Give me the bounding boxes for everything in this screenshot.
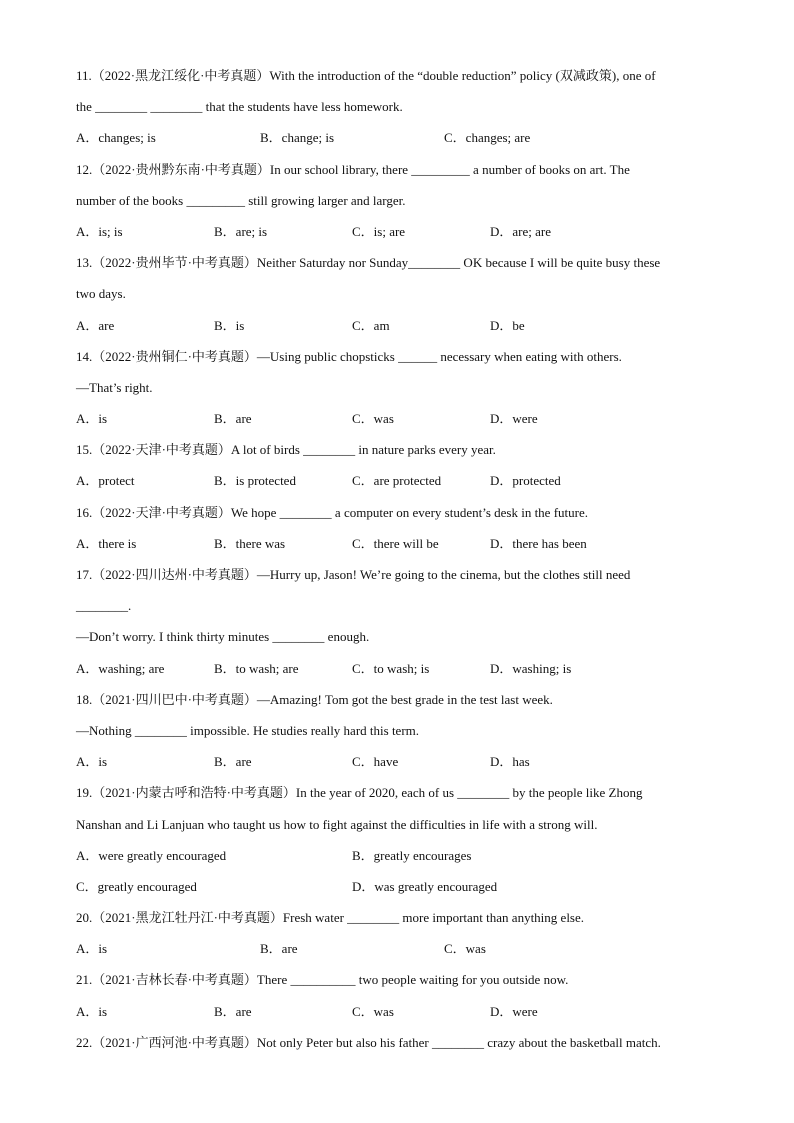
question-stem-line: 12.（2022·贵州黔东南·中考真题）In our school library, there _________ a number of books on art. The — [76, 161, 630, 177]
option-c[interactable]: C．to wash; is — [352, 660, 430, 676]
option-c[interactable]: C．have — [352, 754, 399, 770]
option-c[interactable]: C．was — [444, 941, 486, 957]
question-stem-line: 21.（2021·吉林长春·中考真题）There __________ two people waiting for you outside now. — [76, 972, 569, 988]
options-row — [76, 846, 716, 877]
question-stem-line: ________. — [76, 598, 132, 614]
option-a[interactable]: A．is — [76, 411, 108, 427]
option-a[interactable]: A．are — [76, 317, 115, 333]
option-a[interactable]: A．washing; are — [76, 660, 165, 676]
options-row — [76, 222, 716, 253]
option-c[interactable]: C．are protected — [352, 473, 442, 489]
options-row — [76, 471, 716, 502]
question-19 — [76, 783, 716, 908]
option-b[interactable]: B．are — [214, 754, 252, 770]
question-stem-line: 11.（2022·黑龙江绥化·中考真题）With the introduction of the “double reduction” policy (双减政策), one of — [76, 68, 656, 83]
question-stem-line: the ________ ________ that the students have less homework. — [76, 99, 403, 115]
option-b[interactable]: B．change; is — [260, 130, 335, 146]
option-c[interactable]: C．there will be — [352, 535, 439, 551]
question-16 — [76, 503, 716, 565]
question-stem-line: 16.（2022·天津·中考真题）We hope ________ a computer on every student’s desk in the future. — [76, 504, 588, 520]
options-row — [76, 316, 716, 347]
option-a[interactable]: A．is — [76, 941, 108, 957]
option-a[interactable]: A．changes; is — [76, 130, 156, 146]
options-row — [76, 409, 716, 440]
question-12 — [76, 160, 716, 254]
option-d[interactable]: D．were — [490, 1003, 538, 1019]
option-b[interactable]: B．are — [214, 411, 252, 427]
question-11 — [76, 66, 716, 160]
option-d[interactable]: D．protected — [490, 473, 561, 489]
option-a[interactable]: A．were greatly encouraged — [76, 847, 227, 863]
question-13 — [76, 253, 716, 347]
option-c[interactable]: C．changes; are — [444, 130, 531, 146]
question-stem-line: —Don’t worry. I think thirty minutes ________ enough. — [76, 629, 370, 645]
option-b[interactable]: B．greatly encourages — [352, 847, 472, 863]
options-row — [76, 534, 716, 565]
option-d[interactable]: D．has — [490, 754, 530, 770]
question-22 — [76, 1033, 716, 1064]
option-a[interactable]: A．there is — [76, 535, 137, 551]
option-d[interactable]: D．was greatly encouraged — [352, 878, 498, 894]
question-stem-line: 13.（2022·贵州毕节·中考真题）Neither Saturday nor Sunday________ OK because I will be quite busy these — [76, 255, 661, 271]
question-stem-line: —That’s right. — [76, 379, 153, 395]
options-row — [76, 128, 716, 159]
option-d[interactable]: D．washing; is — [490, 660, 572, 676]
option-c[interactable]: C．was — [352, 1003, 394, 1019]
option-d[interactable]: D．were — [490, 411, 538, 427]
option-b[interactable]: B．to wash; are — [214, 660, 299, 676]
question-17 — [76, 565, 716, 690]
question-stem-line: number of the books _________ still growing larger and larger. — [76, 192, 406, 208]
options-row — [76, 1002, 716, 1033]
option-a[interactable]: A．protect — [76, 473, 135, 489]
question-21 — [76, 970, 716, 1032]
option-a[interactable]: A．is — [76, 1003, 108, 1019]
option-b[interactable]: B．are; is — [214, 223, 268, 239]
option-c[interactable]: C．am — [352, 317, 390, 333]
question-stem-line: Nanshan and Li Lanjuan who taught us how to fight against the difficulties in life with a strong will. — [76, 816, 598, 832]
question-stem-line: 20.（2021·黑龙江牡丹江·中考真题）Fresh water ________ more important than anything else. — [76, 910, 585, 926]
option-c[interactable]: C．was — [352, 411, 394, 427]
question-stem-line: two days. — [76, 286, 126, 302]
option-b[interactable]: B．is — [214, 317, 245, 333]
question-15 — [76, 440, 716, 502]
question-stem-line: 17.（2022·四川达州·中考真题）—Hurry up, Jason! We’re going to the cinema, but the clothes still need — [76, 567, 631, 582]
option-b[interactable]: B．are — [214, 1003, 252, 1019]
option-d[interactable]: D．be — [490, 317, 525, 333]
question-stem-line: —Nothing ________ impossible. He studies really hard this term. — [76, 722, 420, 738]
option-c[interactable]: C．greatly encouraged — [76, 878, 197, 894]
question-stem-line: 15.（2022·天津·中考真题）A lot of birds ________ in nature parks every year. — [76, 442, 496, 458]
option-a[interactable]: A．is — [76, 754, 108, 770]
option-d[interactable]: D．there has been — [490, 535, 587, 551]
options-row — [76, 752, 716, 783]
options-row — [76, 939, 716, 970]
question-20 — [76, 908, 716, 970]
question-18 — [76, 690, 716, 784]
question-stem-line: 14.（2022·贵州铜仁·中考真题）—Using public chopsticks ______ necessary when eating with others. — [76, 348, 622, 364]
exam-page — [76, 66, 716, 1064]
question-stem-line: 18.（2021·四川巴中·中考真题）—Amazing! Tom got the best grade in the test last week. — [76, 691, 553, 707]
option-b[interactable]: B．is protected — [214, 473, 296, 489]
options-row — [76, 659, 716, 690]
option-a[interactable]: A．is; is — [76, 223, 123, 239]
option-d[interactable]: D．are; are — [490, 223, 551, 239]
option-b[interactable]: B．are — [260, 941, 298, 957]
options-row — [76, 877, 716, 908]
option-b[interactable]: B．there was — [214, 535, 286, 551]
question-stem-line: 19.（2021·内蒙古呼和浩特·中考真题）In the year of 2020, each of us ________ by the people like Zhong — [76, 785, 643, 801]
question-stem-line: 22.（2021·广西河池·中考真题）Not only Peter but also his father ________ crazy about the basketball match. — [76, 1034, 661, 1050]
question-14 — [76, 347, 716, 441]
option-c[interactable]: C．is; are — [352, 223, 406, 239]
